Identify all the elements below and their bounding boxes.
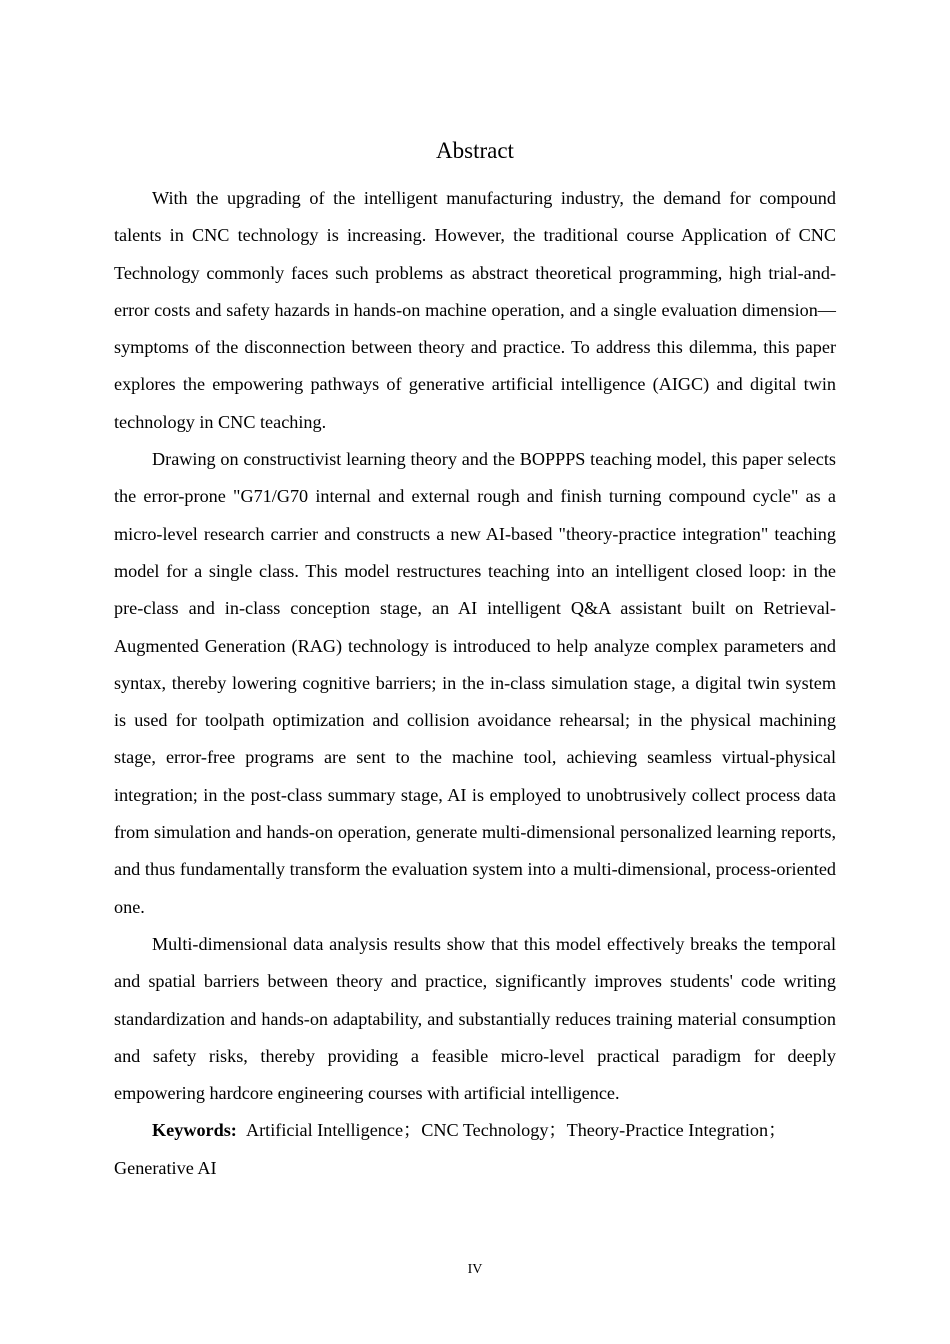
abstract-paragraph-2: Drawing on constructivist learning theory and the BOPPPS teaching model, this paper selects the error-prone "G71/G70 internal and external rough and finish turning compound cycle" as a micro-level research carrier and constructs a new AI-based "theory-practice integration" teaching model for a single class. This model restructures teaching into an intelligent closed loop: in the pre-class and in-class conception stage, an AI intelligent Q&A assistant built on Retrieval-Augmented Generation (RAG) technology is introduced to help analyze complex parameters and syntax, thereby lowering cognitive barriers; in the in-class simulation stage, a digital twin system is used for toolpath optimization and collision avoidance rehearsal; in the physical machining stage, error-free programs are sent to the machine tool, achieving seamless virtual-physical integration; in the post-class summary stage, AI is employed to unobtrusively collect process data from simulation and hands-on operation, generate multi-dimensional personalized learning reports, and thus fundamentally transform the evaluation system into a multi-dimensional, process-oriented one. xyxy=(114,449,836,917)
keywords-list: Artificial Intelligence；CNC Technology；Theory-Practice Integration；Generative AI xyxy=(114,1120,787,1178)
abstract-paragraph-3: Multi-dimensional data analysis results show that this model effectively breaks the temporal and spatial barriers between theory and practice, significantly improves students' code writing standardization and hands-on adaptability, and substantially reduces training material consumption and safety risks, thereby providing a feasible micro-level practical paradigm for deeply empowering hardcore engineering courses with artificial intelligence. xyxy=(114,933,836,1104)
abstract-body xyxy=(114,180,836,1187)
keywords-label: Keywords: xyxy=(152,1120,237,1141)
keywords-line xyxy=(114,1112,836,1187)
abstract-paragraph-1: With the upgrading of the intelligent manufacturing industry, the demand for compound talents in CNC technology is increasing. However, the traditional course Application of CNC Technology commonly faces such problems as abstract theoretical programming, high trial-and-error costs and safety hazards in hands-on machine operation, and a single evaluation dimension—symptoms of the disconnection between theory and practice. To address this dilemma, this paper explores the empowering pathways of generative artificial intelligence (AIGC) and digital twin technology in CNC teaching. xyxy=(114,188,836,432)
page-number: IV xyxy=(467,1262,483,1277)
abstract-title: Abstract xyxy=(436,138,514,163)
